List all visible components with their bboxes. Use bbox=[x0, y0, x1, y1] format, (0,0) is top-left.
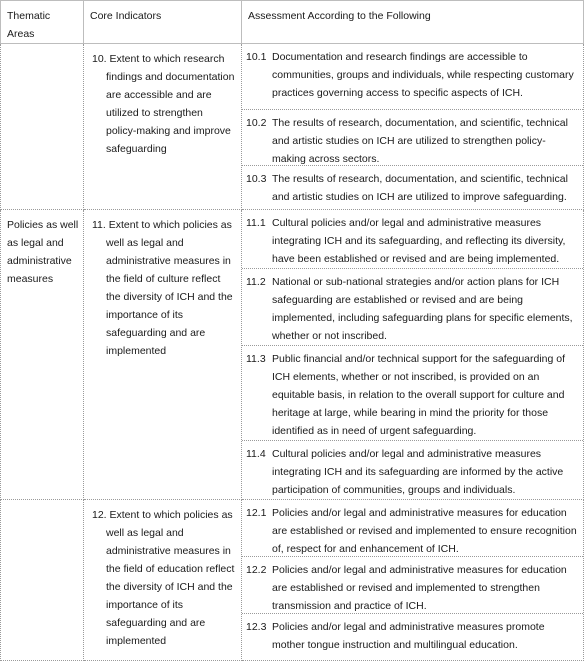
header-thematic-areas: Thematic Areas bbox=[1, 1, 84, 44]
assessment-number: 11.2 bbox=[246, 276, 266, 288]
core-indicator-cell bbox=[84, 44, 242, 210]
assessment-text: The results of research, documentation, and scientific, technical and artistic studies on ICH are utilized to strengthen policy-making across sectors. bbox=[272, 117, 568, 165]
assessment-cell bbox=[242, 500, 584, 661]
table-row bbox=[1, 500, 584, 661]
assessment-number: 10.3 bbox=[246, 173, 267, 185]
header-core-indicators: Core Indicators bbox=[84, 1, 242, 44]
assessment-item bbox=[242, 44, 583, 110]
core-indicator-cell bbox=[84, 210, 242, 500]
assessment-number: 11.1 bbox=[246, 217, 266, 229]
assessment-text: Cultural policies and/or legal and administrative measures integrating ICH and its safeguarding, and reflecting its diversity, have been established or revised and are being implemented. bbox=[272, 217, 566, 265]
assessment-text: Cultural policies and/or legal and administrative measures integrating ICH and its safeguarding are informed by the active participation of communities, groups and individuals. bbox=[272, 448, 564, 496]
assessment-text: Policies and/or legal and administrative measures for education are established or revised and implemented to strengthen transmission and practice of ICH. bbox=[272, 564, 567, 612]
assessment-number: 10.1 bbox=[246, 51, 267, 63]
assessment-number: 12.1 bbox=[246, 507, 267, 519]
core-indicator-text: 11. Extent to which policies as well as legal and administrative measures in the field of culture reflect the diversity of ICH and the importance of its safeguarding and are implemented bbox=[92, 219, 233, 357]
assessment-text: National or sub-national strategies and/or action plans for ICH safeguarding are established or revised and are being implemented, including safeguarding plans for specific elements, whether or not inscribed. bbox=[272, 276, 573, 342]
thematic-area-cell bbox=[1, 500, 84, 661]
assessment-item bbox=[242, 110, 583, 166]
assessment-text: Policies and/or legal and administrative measures for education are established or revised and implemented to ensure recognition of, respect for and enhancement of ICH. bbox=[272, 507, 577, 555]
assessment-item bbox=[242, 441, 583, 499]
thematic-area-cell bbox=[1, 44, 84, 210]
assessment-item bbox=[242, 500, 583, 557]
assessment-number: 11.3 bbox=[246, 353, 266, 365]
assessment-cell bbox=[242, 44, 584, 210]
assessment-item bbox=[242, 269, 583, 346]
thematic-area-text: Policies as well as legal and administrative measures bbox=[7, 219, 79, 285]
assessment-item bbox=[242, 614, 583, 660]
assessment-text: Documentation and research findings are accessible to communities, groups and individuals, while respecting customary practices governing access to specific aspects of ICH. bbox=[272, 51, 574, 99]
assessment-item bbox=[242, 210, 583, 269]
assessment-number: 12.2 bbox=[246, 564, 267, 576]
core-indicator-text: 12. Extent to which policies as well as legal and administrative measures in the field of education reflect the diversity of ICH and the importance of its safeguarding and are implemented bbox=[92, 509, 235, 647]
table-row bbox=[1, 44, 584, 210]
assessment-cell bbox=[242, 210, 584, 500]
table-row bbox=[1, 210, 584, 500]
assessment-text: The results of research, documentation, and scientific, technical and artistic studies on ICH are utilized to improve safeguarding. bbox=[272, 173, 568, 203]
header-assessment: Assessment According to the Following bbox=[242, 1, 584, 44]
assessment-item bbox=[242, 557, 583, 614]
assessment-number: 11.4 bbox=[246, 448, 266, 460]
assessment-number: 10.2 bbox=[246, 117, 267, 129]
assessment-text: Public financial and/or technical support for the safeguarding of ICH elements, whether or not inscribed, is provided on an equitable basis, in relation to the overall support for culture and heritage at large, while bearing in mind the priority for those identified as in need of urgent safeguarding. bbox=[272, 353, 566, 437]
core-indicator-cell bbox=[84, 500, 242, 661]
assessment-text: Policies and/or legal and administrative measures promote mother tongue instruction and multilingual education. bbox=[272, 621, 545, 651]
core-indicator-text: 10. Extent to which research findings and documentation are accessible and are utilized to strengthen policy-making and improve safeguarding bbox=[92, 53, 235, 155]
assessment-item bbox=[242, 346, 583, 441]
assessment-number: 12.3 bbox=[246, 621, 267, 633]
assessment-item bbox=[242, 166, 583, 209]
thematic-area-cell bbox=[1, 210, 84, 500]
header-row bbox=[1, 1, 584, 44]
